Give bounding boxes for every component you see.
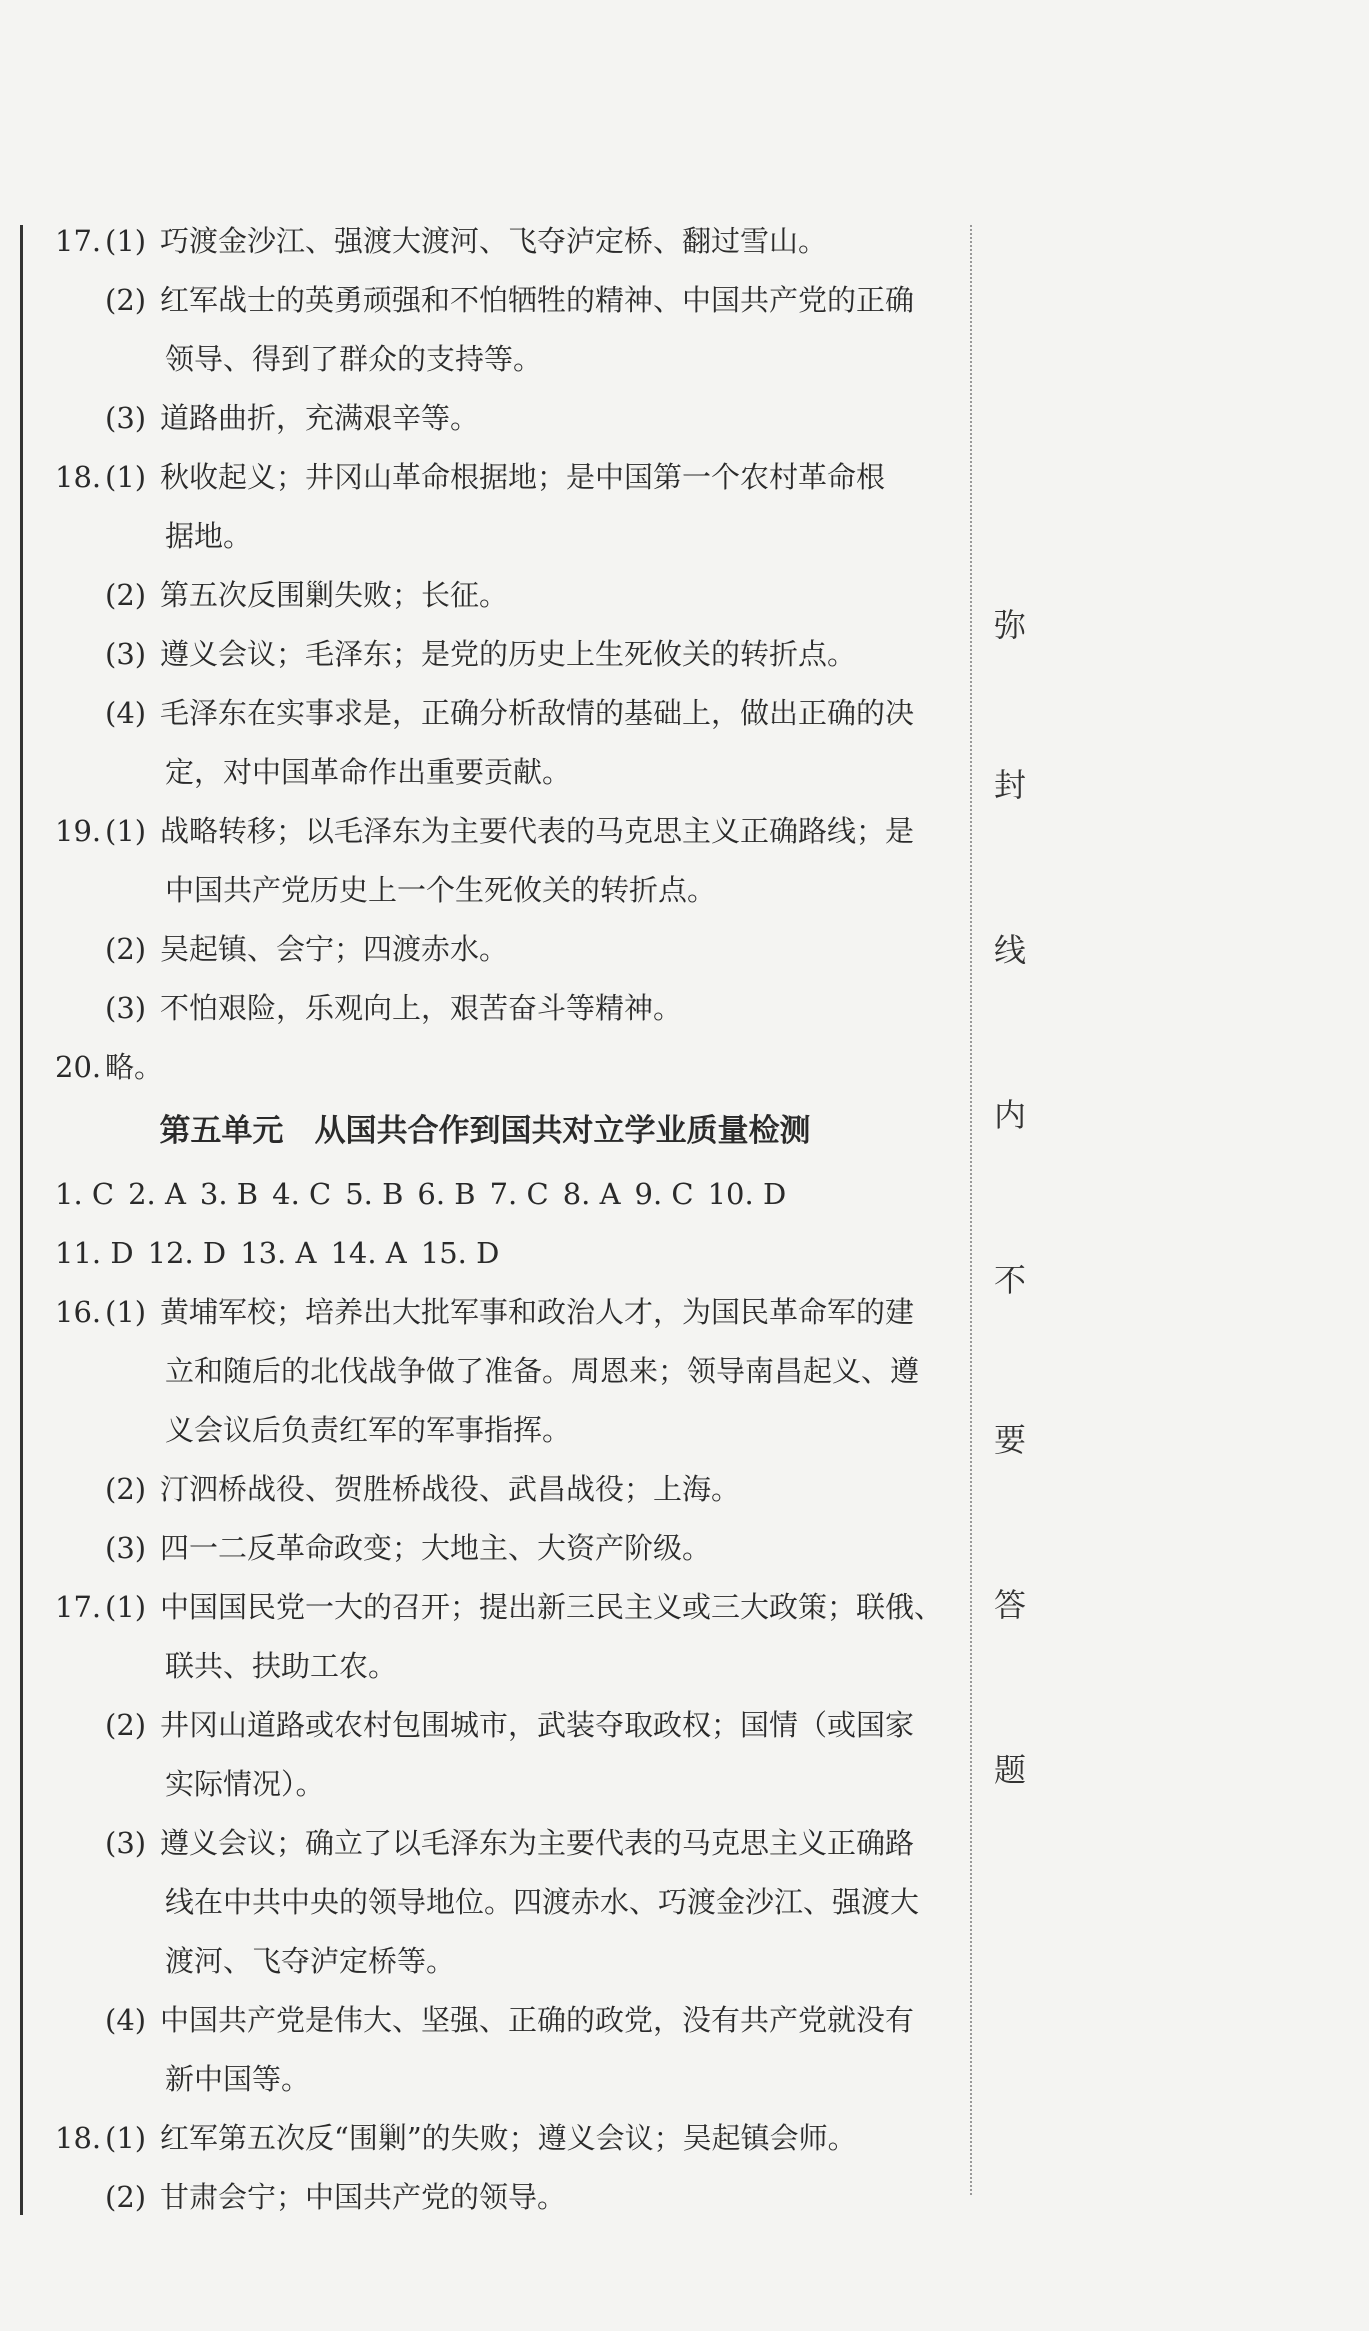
answers-part1	[55, 212, 945, 1097]
answer-line	[55, 1755, 945, 1814]
answer-text: 红军战士的英勇顽强和不怕牺牲的精神、中国共产党的正确	[160, 283, 915, 317]
answer-line	[55, 625, 945, 684]
answer-line	[55, 212, 945, 271]
answer-line	[55, 802, 945, 861]
sub-question-number: (2)	[105, 578, 147, 612]
answer-text: 不怕艰险，乐观向上，艰苦奋斗等精神。	[160, 991, 683, 1025]
answer-text: 秋收起义；井冈山革命根据地；是中国第一个农村革命根	[160, 460, 886, 494]
answer-line	[55, 2109, 945, 2168]
sub-question-number: (2)	[105, 283, 147, 317]
mc-answers-row-1	[55, 1165, 945, 1224]
answer-text: 红军第五次反“围剿”的失败；遵义会议；吴起镇会师。	[160, 2121, 857, 2155]
answer-text: 甘肃会宁；中国共产党的领导。	[160, 2180, 567, 2214]
answer-text: 联共、扶助工农。	[165, 1649, 398, 1683]
answer-line	[55, 1342, 945, 1401]
mc-answer: 5. B	[345, 1177, 404, 1211]
answer-text: 四一二反革命政变；大地主、大资产阶级。	[160, 1531, 712, 1565]
mc-answer: 8. A	[562, 1177, 621, 1211]
mc-answer: 6. B	[417, 1177, 476, 1211]
answer-text: 中国共产党历史上一个生死攸关的转折点。	[165, 873, 717, 907]
mc-answer: 9. C	[634, 1177, 694, 1211]
mc-answer: 14. A	[330, 1236, 407, 1270]
answer-line	[55, 448, 945, 507]
sub-question-number: (3)	[105, 991, 147, 1025]
mc-answer: 10. D	[707, 1177, 787, 1211]
sub-question-number: (1)	[105, 460, 147, 494]
question-number: 19.	[55, 814, 102, 848]
answer-line	[55, 861, 945, 920]
answer-line	[55, 2050, 945, 2109]
sub-question-number: (3)	[105, 401, 147, 435]
question-number: 18.	[55, 2121, 102, 2155]
seal-char: 题	[993, 1751, 1026, 1789]
answer-text: 战略转移；以毛泽东为主要代表的马克思主义正确路线；是	[160, 814, 915, 848]
left-margin-rule	[20, 225, 23, 2215]
mc-answer: 4. C	[272, 1177, 332, 1211]
answer-line	[55, 1578, 945, 1637]
answer-line	[55, 1283, 945, 1342]
answer-line	[55, 979, 945, 1038]
question-number: 17.	[55, 1590, 102, 1624]
answer-line	[55, 389, 945, 448]
sub-question-number: (3)	[105, 637, 147, 671]
answer-text: 中国共产党是伟大、坚强、正确的政党，没有共产党就没有	[160, 2003, 915, 2037]
mc-answer: 3. B	[199, 1177, 259, 1211]
seal-char: 内	[993, 1096, 1026, 1134]
answer-line	[55, 330, 945, 389]
seal-dotted-line	[970, 225, 972, 2195]
answer-text: 吴起镇、会宁；四渡赤水。	[160, 932, 509, 966]
answer-text: 定，对中国革命作出重要贡献。	[165, 755, 572, 789]
sub-question-number: (2)	[105, 932, 147, 966]
sub-question-number: (2)	[105, 1472, 147, 1506]
unit-title: 第五单元 从国共合作到国共对立学业质量检测	[159, 1113, 811, 1149]
answer-line	[55, 920, 945, 979]
answer-line	[55, 1637, 945, 1696]
sub-question-number: (1)	[105, 224, 147, 258]
mc-answer: 11. D	[55, 1236, 134, 1270]
sub-question-number: (1)	[105, 814, 147, 848]
question-number: 18.	[55, 460, 102, 494]
answer-line	[55, 1696, 945, 1755]
answer-line	[55, 684, 945, 743]
answer-text: 第五次反围剿失败；长征。	[160, 578, 509, 612]
answers-part2	[55, 1283, 945, 2227]
answer-line	[55, 743, 945, 802]
sub-question-number: (4)	[105, 2003, 147, 2037]
sub-question-number: (4)	[105, 696, 147, 730]
mc-answer: 13. A	[240, 1236, 317, 1270]
answer-text: 毛泽东在实事求是，正确分析敌情的基础上，做出正确的决	[160, 696, 915, 730]
seal-char: 答	[993, 1586, 1026, 1624]
answer-line	[55, 1932, 945, 1991]
answer-text: 义会议后负责红军的军事指挥。	[165, 1413, 572, 1447]
answer-line	[55, 1991, 945, 2050]
answer-line	[55, 1460, 945, 1519]
question-number: 16.	[55, 1295, 102, 1329]
answer-text: 道路曲折，充满艰辛等。	[160, 401, 480, 435]
question-number: 20.	[55, 1050, 102, 1084]
answer-line	[55, 1814, 945, 1873]
answer-text: 遵义会议；毛泽东；是党的历史上生死攸关的转折点。	[160, 637, 857, 671]
answer-text: 渡河、飞夺泸定桥等。	[165, 1944, 456, 1978]
answer-text: 巧渡金沙江、强渡大渡河、飞夺泸定桥、翻过雪山。	[160, 224, 828, 258]
answer-text: 中国国民党一大的召开；提出新三民主义或三大政策；联俄、	[160, 1590, 944, 1624]
answer-line	[55, 2168, 945, 2227]
seal-char: 线	[993, 931, 1026, 969]
answer-text: 新中国等。	[165, 2062, 311, 2096]
answer-text: 实际情况）。	[165, 1767, 325, 1801]
sub-question-number: (1)	[105, 1295, 147, 1329]
question-number: 17.	[55, 224, 102, 258]
mc-answer: 1. C	[55, 1177, 115, 1211]
answer-text: 立和随后的北伐战争做了准备。周恩来；领导南昌起义、遵	[165, 1354, 920, 1388]
answer-content	[55, 212, 945, 2227]
answer-line	[55, 1519, 945, 1578]
answer-text: 黄埔军校；培养出大批军事和政治人才，为国民革命军的建	[160, 1295, 915, 1329]
sub-question-number: (3)	[105, 1531, 147, 1565]
answer-text: 据地。	[165, 519, 253, 553]
answer-text: 井冈山道路或农村包围城市，武装夺取政权；国情（或国家	[160, 1708, 915, 1742]
mc-answer: 7. C	[489, 1177, 549, 1211]
answer-line	[55, 507, 945, 566]
mc-answers-row-2	[55, 1224, 945, 1283]
seal-char: 不	[993, 1261, 1026, 1299]
sub-question-number: (2)	[105, 1708, 147, 1742]
mc-answer: 2. A	[128, 1177, 186, 1211]
answer-text: 线在中共中央的领导地位。四渡赤水、巧渡金沙江、强渡大	[165, 1885, 920, 1919]
seal-char: 要	[993, 1421, 1026, 1459]
answer-text: 领导、得到了群众的支持等。	[165, 342, 543, 376]
answer-text: 略。	[105, 1050, 164, 1084]
answer-line	[55, 271, 945, 330]
sub-question-number: (1)	[105, 1590, 147, 1624]
answer-text: 遵义会议；确立了以毛泽东为主要代表的马克思主义正确路	[160, 1826, 915, 1860]
seal-char: 弥	[993, 606, 1026, 644]
mc-answer: 12. D	[147, 1236, 227, 1270]
answer-text: 汀泗桥战役、贺胜桥战役、武昌战役；上海。	[160, 1472, 741, 1506]
answer-line	[55, 1401, 945, 1460]
mc-answer: 15. D	[420, 1236, 500, 1270]
answer-line	[55, 1038, 945, 1097]
sub-question-number: (2)	[105, 2180, 147, 2214]
sub-question-number: (3)	[105, 1826, 147, 1860]
sub-question-number: (1)	[105, 2121, 147, 2155]
seal-char: 封	[993, 766, 1026, 804]
answer-line	[55, 1873, 945, 1932]
answer-line	[55, 566, 945, 625]
